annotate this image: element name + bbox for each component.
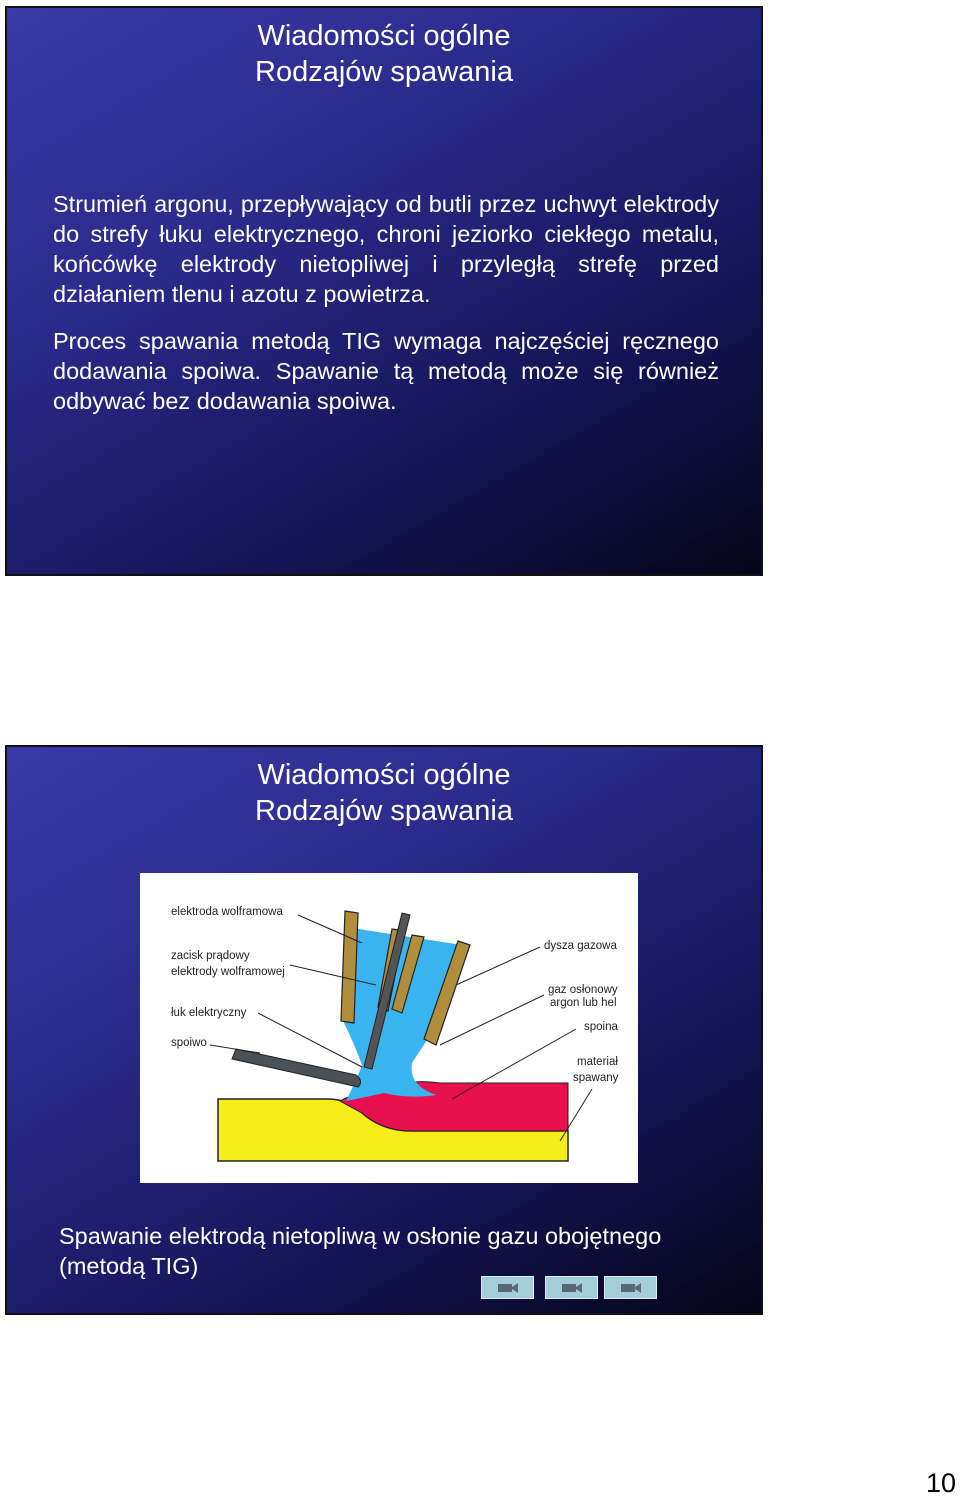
slide-1-title-line-2: Rodzajów spawania: [255, 56, 513, 88]
label-shield-gas-line-2: argon lub hel: [550, 997, 617, 1009]
label-arc: łuk elektryczny: [171, 1007, 247, 1019]
label-base-line-1: materiał: [577, 1056, 618, 1068]
slide-1: [5, 6, 763, 576]
nav-button-3[interactable]: [604, 1276, 657, 1299]
label-base-line-2: spawany: [573, 1072, 619, 1084]
label-filler: spoiwo: [171, 1037, 207, 1049]
slide-2-title-line-2: Rodzajów spawania: [255, 795, 513, 827]
tig-diagram-svg: [140, 873, 638, 1183]
slide-1-title-line-1: Wiadomości ogólne: [257, 20, 511, 52]
slide-2-title-line-1: Wiadomości ogólne: [257, 759, 511, 791]
label-weld: spoina: [584, 1021, 618, 1033]
page-number: 10: [925, 1468, 956, 1498]
slide-1-paragraph-2: Proces spawania metodą TIG wymaga najczęściej ręcznego dodawania spoiwa. Spawanie tą metodą może się również odbywać bez dodawania spoiwa.: [53, 328, 719, 414]
slide-1-paragraph-1: Strumień argonu, przepływający od butli przez uchwyt elektrody do strefy łuku elektrycznego, chroni jeziorko ciekłego metalu, końcówkę elektrody nietopliwej i przyległą strefę przed działaniem tlenu i azotu z powietrza.: [53, 191, 719, 307]
label-clamp-line-2: elektrody wolframowej: [171, 966, 285, 978]
slide-2-caption: Spawanie elektrodą nietopliwą w osłonie gazu obojętnego (metodą TIG): [59, 1223, 662, 1279]
label-tungsten-electrode: elektroda wolframowa: [171, 906, 283, 918]
slide-2-title: [7, 757, 761, 829]
camera-icon: [620, 1282, 642, 1294]
nav-button-1[interactable]: [481, 1276, 534, 1299]
nav-button-2[interactable]: [545, 1276, 598, 1299]
camera-icon: [497, 1282, 519, 1294]
label-shield-gas-line-1: gaz osłonowy: [548, 984, 618, 996]
label-gas-nozzle: dysza gazowa: [544, 940, 617, 952]
filler-rod: [232, 1049, 361, 1087]
slide-1-title: [7, 18, 761, 90]
slide-2: [5, 745, 763, 1315]
label-clamp-line-1: zacisk prądowy: [171, 950, 250, 962]
tig-welding-diagram: [140, 873, 638, 1183]
camera-icon: [561, 1282, 583, 1294]
